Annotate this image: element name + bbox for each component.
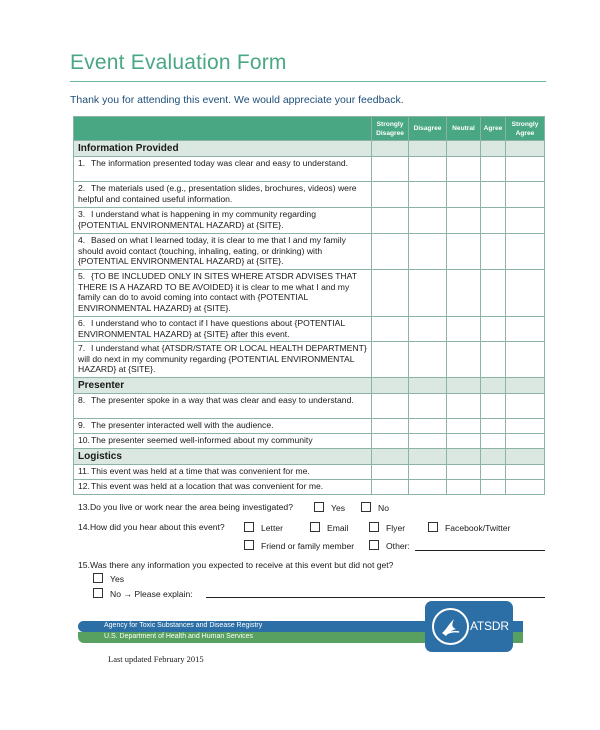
section-row-presenter — [74, 378, 545, 394]
rating-cell[interactable] — [481, 234, 506, 270]
question-text: 4. Based on what I learned today, it is clear to me that I and my family should avoid contact (touching, inhaling, eating, or drinking) with {POTENTIAL ENVIRONMENTAL HAZARD} at {SITE}. — [74, 234, 372, 270]
header-neutral: Neutral — [447, 117, 481, 141]
rating-cell[interactable] — [372, 182, 409, 208]
rating-cell[interactable] — [506, 317, 545, 342]
q13-no-option[interactable]: No — [361, 502, 389, 513]
rating-cell[interactable] — [506, 157, 545, 182]
question-row — [74, 157, 545, 182]
footer-department: U.S. Department of Health and Human Services — [104, 633, 254, 640]
rating-cell[interactable] — [372, 434, 409, 449]
rating-cell[interactable] — [506, 434, 545, 449]
header-blank-cell — [74, 117, 372, 141]
rating-cell[interactable] — [481, 480, 506, 495]
rating-cell[interactable] — [447, 317, 481, 342]
q15-no-option[interactable]: No → Please explain: — [93, 588, 193, 599]
header-strongly-agree: Strongly Agree — [506, 117, 545, 141]
question-text: 9. The presenter interacted well with the audience. — [74, 419, 372, 434]
question-row — [74, 342, 545, 378]
rating-cell[interactable] — [481, 465, 506, 480]
rating-cell[interactable] — [447, 157, 481, 182]
question-text: 3. I understand what is happening in my community regarding {POTENTIAL ENVIRONMENTAL HAZARD} at {SITE}. — [74, 208, 372, 234]
header-disagree: Disagree — [409, 117, 447, 141]
q14-option-email[interactable]: Email — [310, 522, 349, 533]
checkbox[interactable] — [369, 522, 379, 532]
question-text: 6. I understand who to contact if I have questions about {POTENTIAL ENVIRONMENTAL HAZARD} at {SITE} after this event. — [74, 317, 372, 342]
please-explain-label: → Please explain: — [123, 589, 193, 599]
question-row — [74, 182, 545, 208]
section-title: Information Provided — [74, 141, 372, 157]
checkbox[interactable] — [369, 540, 379, 550]
rating-cell[interactable] — [481, 394, 506, 419]
question-row — [74, 270, 545, 317]
hhs-eagle-icon — [432, 608, 469, 645]
form-title: Event Evaluation Form — [70, 51, 287, 74]
checkbox[interactable] — [361, 502, 371, 512]
rating-cell[interactable] — [506, 270, 545, 317]
checkbox[interactable] — [428, 522, 438, 532]
rating-cell[interactable] — [447, 434, 481, 449]
rating-cell[interactable] — [447, 342, 481, 378]
rating-cell[interactable] — [506, 419, 545, 434]
rating-cell[interactable] — [409, 394, 447, 419]
rating-cell[interactable] — [481, 342, 506, 378]
question-row — [74, 480, 545, 495]
footer-agency: Agency for Toxic Substances and Disease Registry — [104, 622, 263, 629]
rating-cell[interactable] — [447, 270, 481, 317]
checkbox[interactable] — [314, 502, 324, 512]
question-14-text: 14.How did you hear about this event? — [78, 522, 225, 532]
rating-cell[interactable] — [372, 465, 409, 480]
rating-cell[interactable] — [409, 182, 447, 208]
section-title: Presenter — [74, 378, 372, 394]
rating-cell[interactable] — [481, 182, 506, 208]
rating-cell[interactable] — [447, 419, 481, 434]
checkbox[interactable] — [93, 573, 103, 583]
atsdr-logo — [425, 601, 513, 652]
question-text: 10.The presenter seemed well-informed about my community — [74, 434, 372, 449]
question-row — [74, 208, 545, 234]
rating-cell[interactable] — [506, 234, 545, 270]
rating-cell[interactable] — [372, 394, 409, 419]
rating-cell[interactable] — [506, 342, 545, 378]
q15-yes-option[interactable]: Yes — [93, 573, 124, 584]
rating-cell[interactable] — [481, 270, 506, 317]
question-13-text: 13.Do you live or work near the area being investigated? — [78, 502, 293, 512]
rating-cell[interactable] — [372, 419, 409, 434]
rating-cell[interactable] — [447, 208, 481, 234]
rating-cell[interactable] — [372, 208, 409, 234]
q14-option-facebook-twitter[interactable]: Facebook/Twitter — [428, 522, 510, 533]
question-text: 11. This event was held at a time that was convenient for me. — [74, 465, 372, 480]
header-strongly-disagree: Strongly Disagree — [372, 117, 409, 141]
rating-cell[interactable] — [409, 317, 447, 342]
checkbox[interactable] — [244, 522, 254, 532]
evaluation-table — [73, 116, 545, 495]
rating-cell[interactable] — [447, 234, 481, 270]
title-divider — [70, 81, 546, 82]
checkbox[interactable] — [93, 588, 103, 598]
q13-yes-option[interactable]: Yes — [314, 502, 345, 513]
q14-option-other[interactable]: Other: — [369, 540, 410, 551]
rating-cell[interactable] — [481, 419, 506, 434]
header-agree: Agree — [481, 117, 506, 141]
rating-cell[interactable] — [447, 480, 481, 495]
rating-cell[interactable] — [409, 480, 447, 495]
question-row — [74, 394, 545, 419]
rating-cell[interactable] — [506, 480, 545, 495]
q14-option-letter[interactable]: Letter — [244, 522, 283, 533]
question-text: 12.This event was held at a location that was convenient for me. — [74, 480, 372, 495]
last-updated: Last updated February 2015 — [108, 654, 204, 664]
explain-answer-line[interactable] — [206, 597, 545, 598]
question-row — [74, 465, 545, 480]
question-text: 7. I understand what {ATSDR/STATE OR LOCAL HEALTH DEPARTMENT} will do next in my community regarding {POTENTIAL ENVIRONMENTAL HAZARD} at {SITE}. — [74, 342, 372, 378]
checkbox[interactable] — [310, 522, 320, 532]
rating-cell[interactable] — [506, 394, 545, 419]
rating-cell[interactable] — [372, 317, 409, 342]
rating-cell[interactable] — [372, 157, 409, 182]
rating-cell[interactable] — [481, 208, 506, 234]
rating-cell[interactable] — [447, 465, 481, 480]
question-row — [74, 317, 545, 342]
checkbox[interactable] — [244, 540, 254, 550]
rating-cell[interactable] — [409, 434, 447, 449]
scale-header-row — [74, 117, 545, 141]
section-title: Logistics — [74, 449, 372, 465]
question-text: 2. The materials used (e.g., presentation slides, brochures, videos) were helpful and contained useful information. — [74, 182, 372, 208]
rating-cell[interactable] — [409, 270, 447, 317]
rating-cell[interactable] — [372, 342, 409, 378]
rating-cell[interactable] — [506, 465, 545, 480]
rating-cell[interactable] — [409, 157, 447, 182]
question-15-text: 15.Was there any information you expected to receive at this event but did not get? — [78, 560, 394, 570]
other-answer-line[interactable] — [415, 550, 545, 551]
rating-cell[interactable] — [372, 234, 409, 270]
rating-cell[interactable] — [447, 394, 481, 419]
question-row — [74, 434, 545, 449]
intro-text: Thank you for attending this event. We would appreciate your feedback. — [70, 94, 404, 106]
q14-option-flyer[interactable]: Flyer — [369, 522, 405, 533]
rating-cell[interactable] — [372, 480, 409, 495]
rating-cell[interactable] — [409, 342, 447, 378]
question-text: 1. The information presented today was clear and easy to understand. — [74, 157, 372, 182]
rating-cell[interactable] — [409, 419, 447, 434]
rating-cell[interactable] — [372, 270, 409, 317]
logo-text: ATSDR — [470, 619, 509, 633]
rating-cell[interactable] — [409, 234, 447, 270]
section-row-logistics — [74, 449, 545, 465]
rating-cell[interactable] — [481, 157, 506, 182]
rating-cell[interactable] — [506, 182, 545, 208]
rating-cell[interactable] — [447, 182, 481, 208]
rating-cell[interactable] — [481, 317, 506, 342]
q14-option-friend-family[interactable]: Friend or family member — [244, 540, 354, 551]
question-row — [74, 419, 545, 434]
question-text: 8. The presenter spoke in a way that was clear and easy to understand. — [74, 394, 372, 419]
rating-cell[interactable] — [409, 208, 447, 234]
question-row — [74, 234, 545, 270]
rating-cell[interactable] — [481, 434, 506, 449]
question-text: 5. {TO BE INCLUDED ONLY IN SITES WHERE ATSDR ADVISES THAT THERE IS A HAZARD TO BE AVOIDED} it is clear to me what I and my family can do to avoid coming into contact with {POTENTIAL ENVIRONMENTAL HAZARD} at {SITE}. — [74, 270, 372, 317]
section-row-information — [74, 141, 545, 157]
rating-cell[interactable] — [409, 465, 447, 480]
rating-cell[interactable] — [506, 208, 545, 234]
